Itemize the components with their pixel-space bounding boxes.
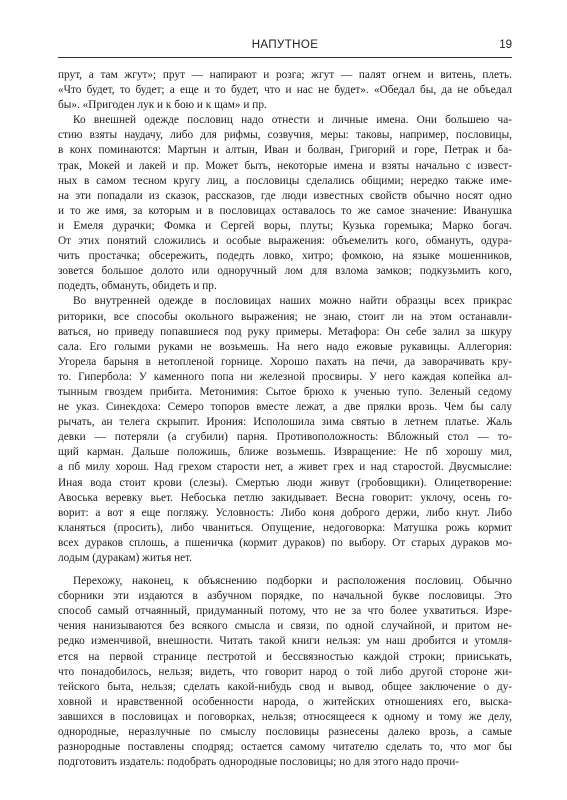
text-line: девки — потеряли (а сгубили) парня. Противоположность: Вбложный стол — то- bbox=[58, 431, 512, 444]
text-line: зовется большое долото или одноручный лом для взлома замков; подкузьмить кого, bbox=[58, 265, 512, 278]
text-line: тынным гвоздем прибита. Метонимия: Сытое брюхо к ученью тупо. Зеленый седому bbox=[58, 385, 512, 398]
text-line: в конх поминаются: Мартын и алтын, Иван и болван, Григорий и горе, Петрак и ба- bbox=[58, 144, 512, 157]
text-line: подготовить издатель: подобрать однородные пословицы; но для этого надо прочи- bbox=[58, 756, 460, 769]
text-line: и то же имя, за которым и в пословицах оставалось то же самое значение: Иванушка bbox=[58, 204, 512, 217]
header-rule bbox=[58, 57, 512, 58]
running-head bbox=[58, 39, 512, 54]
paragraph bbox=[58, 113, 512, 294]
text-line: подедть, обмануть, обидеть и пр. bbox=[58, 280, 217, 293]
text-line: От этих понятий сложились и особые выражения: объемелить кого, обмануть, одура- bbox=[58, 235, 512, 248]
text-line: лодым (дуракам) житья нет. bbox=[58, 552, 193, 564]
text-line: тейского быта, нельзя; сделать какой-нибудь свод и вывод, общее заключение о ду- bbox=[58, 680, 512, 693]
paragraph bbox=[58, 574, 512, 770]
text-line: рычать, ан телега скрыпит. Ирония: Исполошила зима святью в летнем платье. Жаль bbox=[58, 416, 512, 429]
text-line: то. Гипербола: У каменного попа ни железной просвиры. У него каждая копейка ал- bbox=[58, 370, 512, 383]
text-line: ворит: а вот я еще погляжу. Условность: Либо коня доброго держи, либо кнут. Либо bbox=[58, 506, 512, 519]
paragraph-gap bbox=[58, 566, 512, 574]
text-line: сборники эти издаются в азбучном порядке, по начальной букве пословицы. Это bbox=[58, 590, 512, 603]
text-line: стию взяты наудачу, либо для рифмы, созвучия, меры: таковы, например, пословицы, bbox=[58, 129, 512, 142]
text-line: ховной и нравственной особенности народа, о житейских отношениях его, выска- bbox=[58, 695, 512, 708]
text-line: кланяться (просить), либо чваниться. Опущение, недоговорка: Матушка рожь кормит bbox=[58, 521, 512, 534]
body-text bbox=[58, 68, 512, 770]
text-line: редко изменчивой, внешности. Читать такой книги нельзя: ум наш дробится и утомля- bbox=[58, 635, 512, 648]
paragraph bbox=[58, 68, 512, 113]
text-line: Авоська веревку вьет. Небоська петлю закидывает. Весна говорит: уклочу, осень го- bbox=[58, 491, 512, 504]
text-line: и Емеля дурачки; Фомка и Сергей воры, плуты; Кузька горемыка; Марко богач. bbox=[58, 219, 512, 232]
text-line: ется на первой странице пестротой и бессвязностью каждой строки; прииськать, bbox=[58, 650, 512, 663]
text-line: риторики, все способы окольного выражения; не знаю, стоит ли на этом останавли- bbox=[58, 310, 512, 323]
text-line: Во внутренней одежде в пословицах наших можно найти образцы всех прикрас bbox=[73, 295, 512, 308]
text-line: всех дураков сплошь, а пшеничка (кормит дураков) по выбору. От старых дураков мо- bbox=[58, 536, 512, 549]
text-line: чить простачка; обсережить, подедть ловко, хитро; фомкою, на языке мошенников, bbox=[58, 250, 512, 263]
text-line: на эти попадали из сказок, рассказов, где люди известных свойств обычно носят одно bbox=[58, 189, 512, 202]
text-line: способ самый отчаянный, придуманный потому, что не за что более ухватиться. Изре- bbox=[58, 605, 512, 618]
text-line: бы». «Пригоден лук и к бою и к щам» и пр. bbox=[58, 99, 267, 112]
text-line: не указ. Синекдоха: Семеро топоров вместе лежат, а две прялки врозь. Чем бы салу bbox=[58, 401, 512, 414]
text-line: Угорела барыня в нетопленой горнице. Хорошо пахать на печи, да заворачивать кру- bbox=[58, 355, 512, 368]
text-line: ных в самом тесном кругу лиц, а пословицы сделались общими; нередко также име- bbox=[58, 174, 512, 187]
text-line: однородные, неразлучные по смыслу пословицы разнесены далеко врозь, а самые bbox=[58, 726, 512, 739]
text-line: Ко внешней одежде пословиц надо отнести и личные имена. Они большею ча- bbox=[73, 114, 512, 127]
text-line: Иная вода стоит крови (слезы). Смертью люди живут (гробовщики). Олицетворение: bbox=[58, 476, 512, 489]
text-line: щий карман. Дальше положишь, ближе возьмешь. Извращение: Не пб хорошу мил, bbox=[58, 446, 512, 459]
text-line: что понадобилось, нельзя; видеть, что говорит народ о той либо другой стороне жи- bbox=[58, 665, 512, 678]
text-line: завшихся в пословицах и поговорках, нельзя; относящееся к одному и тому же делу, bbox=[58, 710, 512, 723]
running-title: НАПУТНОЕ bbox=[251, 39, 319, 51]
text-line: сала. Его голыми руками не возьмешь. На него надо ежовые рукавицы. Аллегория: bbox=[58, 340, 512, 353]
page-number: 19 bbox=[499, 39, 512, 51]
paragraph bbox=[58, 294, 512, 566]
text-line: «Что будет, то будет; а еще и то будет, что и нас не будет». «Обедал бы, да не объедал bbox=[58, 84, 512, 97]
text-line: Перехожу, наконец, к объяснению подборки и расположения пословиц. Обычно bbox=[73, 575, 512, 588]
text-line: трак, Мокей и лакей и пр. Может быть, некоторые имена и взяты начально с извест- bbox=[58, 159, 512, 172]
text-line: прут, а там жгут»; прут — напирают и розга; жгут — палят огнем и витень, плеть. bbox=[58, 69, 512, 81]
text-line: разнородные поставлены сподряд; остается самому читателю сделать то, что мог бы bbox=[58, 741, 512, 754]
text-line: чения нанизываются без всякого смысла и связи, по одной случайной, и притом не- bbox=[58, 620, 512, 633]
text-line: а пб милу хорош. Над грехом старости нет, а живет грех и над старостой. Двусмыслие: bbox=[58, 461, 512, 474]
text-line: ваться, но приведу попавшиеся под руку примеры. Метафора: Он себе залил за шкуру bbox=[58, 325, 512, 338]
